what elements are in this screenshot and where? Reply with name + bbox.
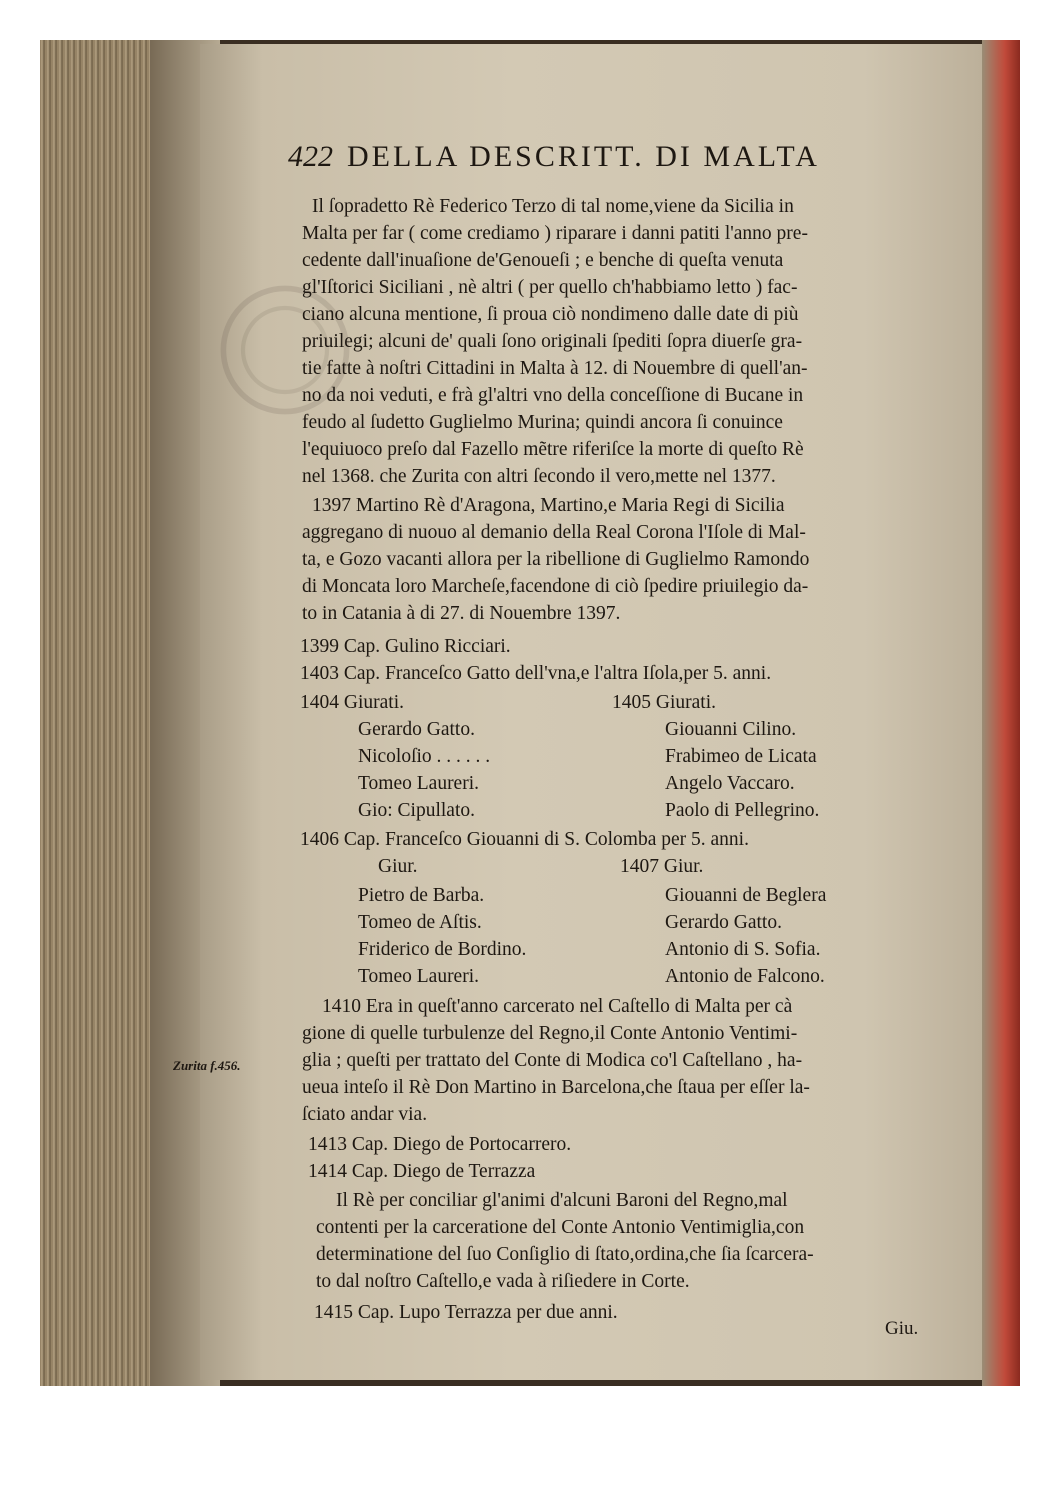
giurato-name: Angelo Vaccaro. <box>665 773 795 794</box>
body-line: no da noi veduti, e frà gl'altri vno della conceſſione di Bucane in <box>302 385 804 406</box>
entry-1403: 1403 Cap. Franceſco Gatto dell'vna,e l'altra Iſola,per 5. anni. <box>300 663 772 684</box>
giurato-name: Tomeo Laureri. <box>358 773 479 794</box>
entry-1399: 1399 Cap. Gulino Ricciari. <box>300 636 511 657</box>
body-line: to in Catania à di 27. di Nouembre 1397. <box>302 603 621 624</box>
entry-1413: 1413 Cap. Diego de Portocarrero. <box>308 1134 572 1155</box>
book-page-edges <box>40 40 150 1386</box>
body-line: tie fatte à noſtri Cittadini in Malta à 12. di Nouembre di quell'an- <box>302 358 808 379</box>
running-title: DELLA DESCRITT. DI MALTA <box>347 140 820 173</box>
body-line: gl'Iſtorici Siciliani , nè altri ( per quello ch'habbiamo letto ) fac- <box>302 277 798 298</box>
body-line: Malta per far ( come crediamo ) riparare i danni patiti l'anno pre- <box>302 223 808 244</box>
giurato-name: Tomeo de Aſtis. <box>358 912 482 933</box>
catchword: Giu. <box>885 1318 919 1339</box>
giurato-name: Antonio di S. Sofia. <box>665 939 821 960</box>
body-line: determinatione del ſuo Conſiglio di ſtato,ordina,che ſia ſcarcera- <box>316 1244 814 1265</box>
body-line: nel 1368. che Zurita con altri ſecondo il vero,mette nel 1377. <box>302 466 776 487</box>
body-line: ta, e Gozo vacanti allora per la ribellione di Guglielmo Ramondo <box>302 549 810 570</box>
entry-1414: 1414 Cap. Diego de Terrazza <box>308 1161 536 1182</box>
body-line: contenti per la carceratione del Conte Antonio Ventimiglia,con <box>316 1217 805 1238</box>
giurato-name: Giouanni Cilino. <box>665 719 797 740</box>
body-line: Il Rè per conciliar gl'animi d'alcuni Baroni del Regno,mal <box>336 1190 788 1211</box>
giurato-name: Pietro de Barba. <box>358 885 485 906</box>
margin-note: Zurita f.456. <box>173 1058 241 1073</box>
giurato-name: Gerardo Gatto. <box>665 912 782 933</box>
body-line: ueua inteſo il Rè Don Martino in Barcelona,che ſtaua per eſſer la- <box>302 1077 810 1098</box>
giur-1407-label: 1407 Giur. <box>620 856 704 877</box>
giurati-1405-label: 1405 Giurati. <box>612 692 716 713</box>
body-line: l'equiuoco preſo dal Fazello mẽtre riferiſce la morte di queſto Rè <box>302 439 804 460</box>
body-line: ſciato andar via. <box>302 1104 428 1125</box>
entry-1406: 1406 Cap. Franceſco Giouanni di S. Colomba per 5. anni. <box>300 829 749 850</box>
body-line: priuilegi; alcuni de' quali ſono originali ſpediti ſopra diuerſe gra- <box>302 331 803 352</box>
giurato-name: Friderico de Bordino. <box>358 939 527 960</box>
body-line: di Moncata loro Marcheſe,facendone di ciò ſpedire priuilegio da- <box>302 576 809 597</box>
body-line: to dal noſtro Caſtello,e vada à riſiedere in Corte. <box>316 1271 690 1292</box>
page-number: 422 <box>288 140 333 173</box>
body-line: cedente dall'inuaſione de'Genoueſi ; e benche di queſta venuta <box>302 250 784 271</box>
giurato-name: Paolo di Pellegrino. <box>665 800 820 821</box>
body-line: feudo al ſudetto Guglielmo Murina; quindi ancora ſi conuince <box>302 412 783 433</box>
book-cover-edge <box>982 40 1020 1386</box>
body-line: Il ſopradetto Rè Federico Terzo di tal nome,viene da Sicilia in <box>312 196 794 217</box>
body-line: glia ; queſti per trattato del Conte di Modica co'l Caſtellano , ha- <box>302 1050 803 1071</box>
body-line: gione di quelle turbulenze del Regno,il Conte Antonio Ventimi- <box>302 1023 798 1044</box>
giurato-name: Nicoloſio . . . . . . <box>358 746 491 767</box>
giurato-name: Antonio de Falcono. <box>665 966 825 987</box>
body-line: ciano alcuna mentione, ſi proua ciò nondimeno dalle date di più <box>302 304 799 325</box>
giurati-1404-label: 1404 Giurati. <box>300 692 404 713</box>
body-line: aggregano di nuouo al demanio della Real Corona l'Iſole di Mal- <box>302 522 806 543</box>
body-line: 1410 Era in queſt'anno carcerato nel Caſtello di Malta per cà <box>322 996 793 1017</box>
giurato-name: Tomeo Laureri. <box>358 966 479 987</box>
giurato-name: Gerardo Gatto. <box>358 719 475 740</box>
giurato-name: Giouanni de Beglera <box>665 885 827 906</box>
page-header <box>288 140 820 174</box>
entry-1415: 1415 Cap. Lupo Terrazza per due anni. <box>314 1302 618 1323</box>
body-line: 1397 Martino Rè d'Aragona, Martino,e Maria Regi di Sicilia <box>312 495 785 516</box>
giurato-name: Gio: Cipullato. <box>358 800 475 821</box>
giur-1406-label: Giur. <box>378 856 418 877</box>
giurato-name: Frabimeo de Licata <box>665 746 817 767</box>
